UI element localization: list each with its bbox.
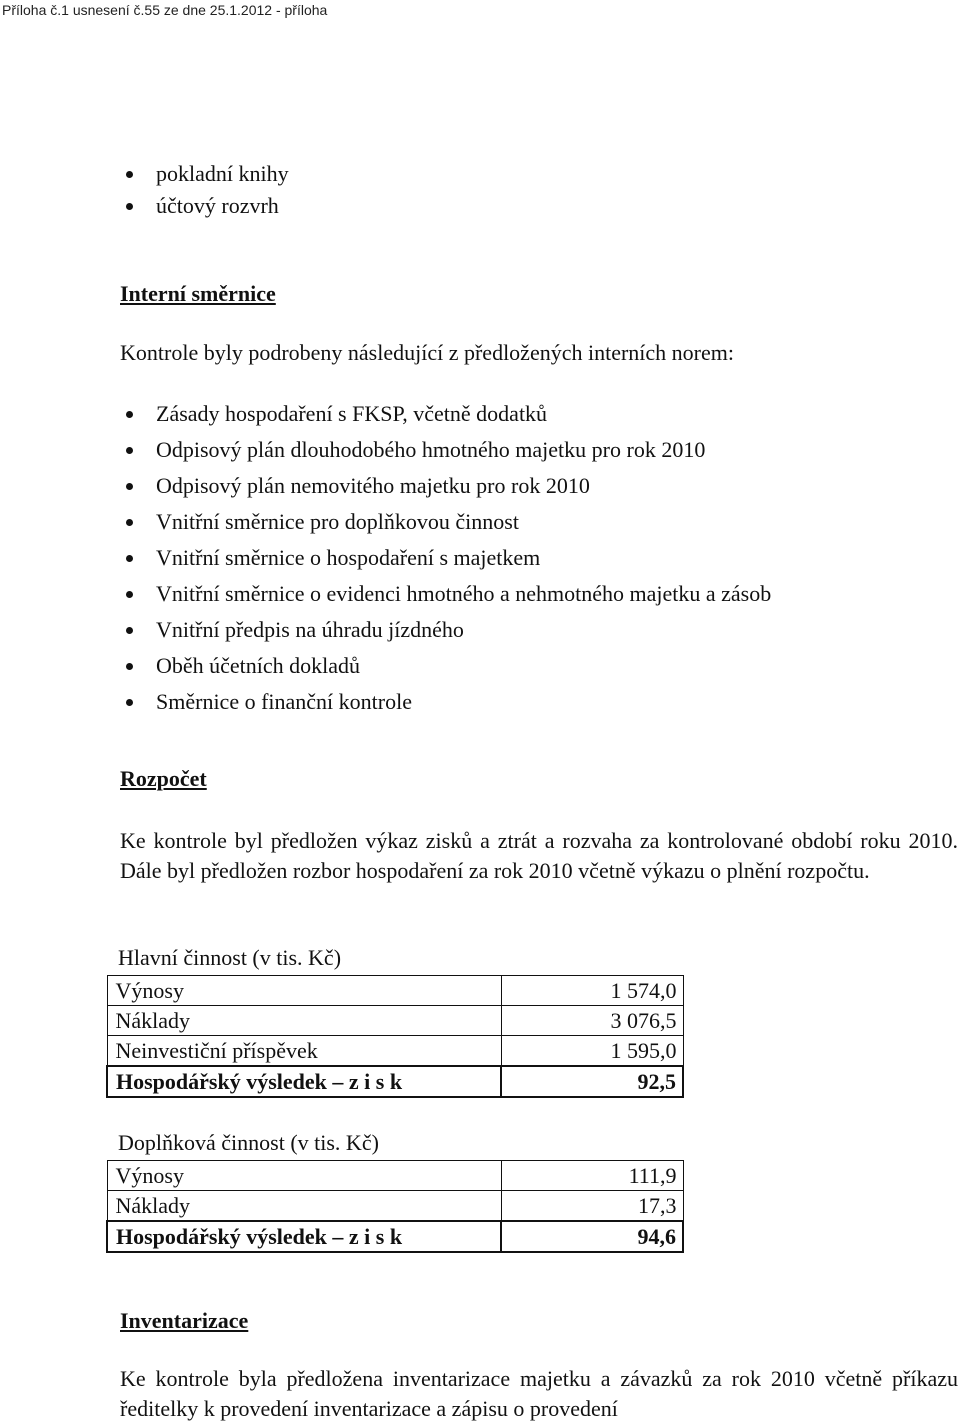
- table-row: [107, 1161, 683, 1191]
- result-value: 94,6: [501, 1221, 683, 1252]
- list-item: Vnitřní směrnice pro doplňkovou činnost: [120, 504, 771, 540]
- table-cell-label: Náklady: [107, 1191, 501, 1222]
- table-cell-label: Neinvestiční příspěvek: [107, 1036, 501, 1067]
- budget-heading: Rozpočet: [120, 766, 207, 791]
- list-item: účtový rozvrh: [120, 190, 289, 222]
- result-row: [107, 1066, 683, 1097]
- result-row: [107, 1221, 683, 1252]
- list-item: Zásady hospodaření s FKSP, včetně dodatků: [120, 396, 771, 432]
- list-item: pokladní knihy: [120, 158, 289, 190]
- main-activity-caption: Hlavní činnost (v tis. Kč): [118, 945, 342, 970]
- result-label: Hospodářský výsledek – z i s k: [107, 1221, 501, 1252]
- list-item: Odpisový plán nemovitého majetku pro rok 2010: [120, 468, 771, 504]
- table-cell-label: Výnosy: [107, 976, 501, 1006]
- document-header-note: Příloha č.1 usnesení č.55 ze dne 25.1.2012 - příloha: [2, 2, 328, 18]
- table-cell-value: 17,3: [501, 1191, 683, 1222]
- table-cell-label: Výnosy: [107, 1161, 501, 1191]
- main-activity-table: [106, 975, 684, 1098]
- secondary-activity-caption: Doplňková činnost (v tis. Kč): [118, 1130, 379, 1155]
- table-row: [107, 1006, 683, 1036]
- result-value: 92,5: [501, 1066, 683, 1097]
- list-item: Oběh účetních dokladů: [120, 648, 771, 684]
- internal-rules-intro: Kontrole byly podrobeny následující z předložených interních norem:: [120, 340, 734, 365]
- list-item: Odpisový plán dlouhodobého hmotného majetku pro rok 2010: [120, 432, 771, 468]
- inventory-heading: Inventarizace: [120, 1308, 249, 1333]
- table-row: [107, 1191, 683, 1222]
- internal-rules-heading: Interní směrnice: [120, 281, 276, 306]
- table-row: [107, 976, 683, 1006]
- inventory-paragraph: Ke kontrole byla předložena inventarizace majetku a závazků za rok 2010 včetně příkazu ředitelky k provedení inventarizace a zápisu o provedení: [120, 1366, 958, 1421]
- list-item: Vnitřní směrnice o hospodaření s majetkem: [120, 540, 771, 576]
- top-bullet-list: [120, 158, 289, 222]
- table-cell-value: 1 595,0: [501, 1036, 683, 1067]
- table-cell-value: 3 076,5: [501, 1006, 683, 1036]
- table-cell-value: 1 574,0: [501, 976, 683, 1006]
- internal-rules-list: [120, 396, 771, 720]
- list-item: Vnitřní předpis na úhradu jízdného: [120, 612, 771, 648]
- list-item: Směrnice o finanční kontrole: [120, 684, 771, 720]
- table-cell-label: Náklady: [107, 1006, 501, 1036]
- secondary-activity-table: [106, 1160, 684, 1253]
- list-item: Vnitřní směrnice o evidenci hmotného a nehmotného majetku a zásob: [120, 576, 771, 612]
- table-cell-value: 111,9: [501, 1161, 683, 1191]
- result-label: Hospodářský výsledek – z i s k: [107, 1066, 501, 1097]
- table-row: [107, 1036, 683, 1067]
- budget-paragraph: Ke kontrole byl předložen výkaz zisků a ztrát a rozvaha za kontrolované období roku 2010. Dále byl předložen rozbor hospodaření za rok 2010 včetně výkazu o plnění rozpočtu.: [120, 828, 958, 883]
